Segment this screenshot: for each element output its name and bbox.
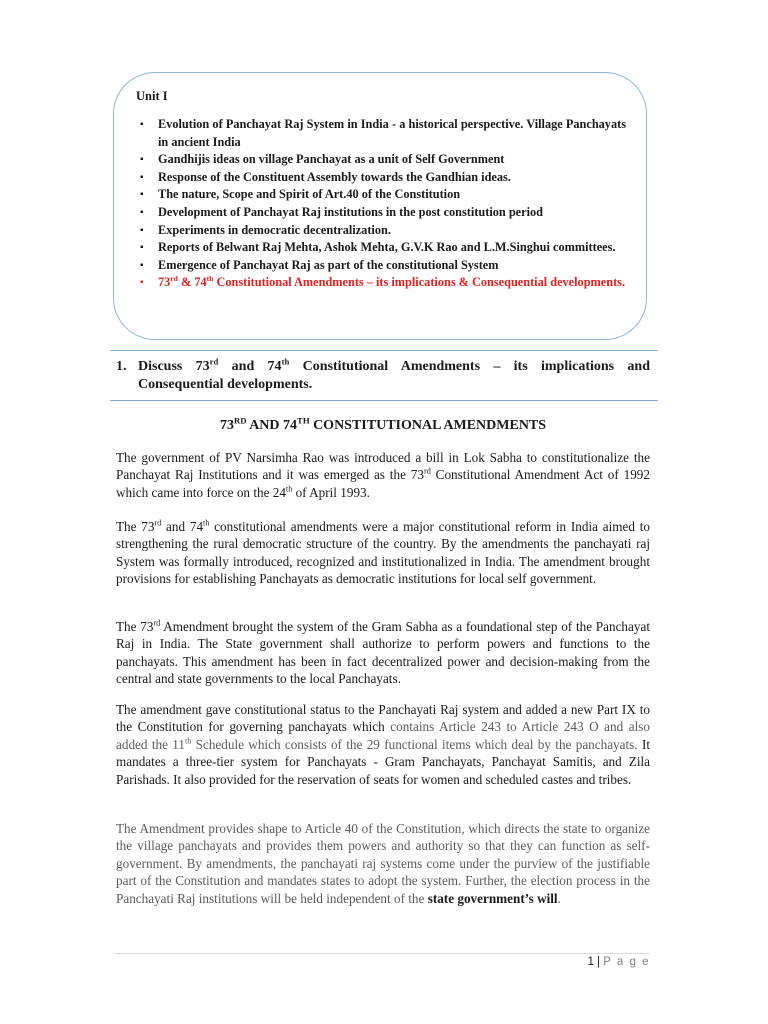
question-top-rule [110,350,658,351]
bullet-icon: ▪ [140,224,144,236]
page-number: 1 [587,956,594,968]
bullet-icon: ▪ [140,259,144,271]
paragraph-3: The 73rd Amendment brought the system of the Gram Sabha as a foundational step of the Panchayat Raj in India. The State government shall authorize to perform powers and functions to the panchayats. This amendment has been in fact decentralized power and decision-making from the central and state governments to the local Panchayats. [116,618,650,687]
unit-topic-item-highlighted: ▪ 73rd & 74th Constitutional Amendments – its implications & Consequential developments. [136,274,626,292]
unit-topic-item: ▪ Gandhijis ideas on village Panchayat as a unit of Self Government [136,151,626,169]
paragraph-1: The government of PV Narsimha Rao was introduced a bill in Lok Sabha to constitutionalize the Panchayat Raj Institutions and it was emerged as the 73rd Constitutional Amendment Act of 1992 which came into force on the 24th of April 1993. [116,450,650,500]
unit-topic-item: ▪ Reports of Belwant Raj Mehta, Ashok Mehta, G.V.K Rao and L.M.Singhui committees. [136,239,626,257]
paragraph-4: The amendment gave constitutional status to the Panchayati Raj system and added a new Part IX to the Constitution for governing panchayats which contains Article 243 to Article 243 O and also added the 11th Schedule which consists of the 29 functional items which deal by the panchayats. It mandates a three-tier system for Panchayats - Gram Panchayats, Panchayat Samitis, and Zila Parishads. It also provided for the reservation of seats for women and scheduled castes and tribes. [116,702,650,787]
question-bottom-rule [110,400,658,401]
question-number: 1. [116,359,127,374]
bullet-icon: ▪ [140,206,144,218]
bullet-icon: ▪ [140,171,144,183]
paragraph-5: The Amendment provides shape to Article 40 of the Constitution, which directs the state to organize the village panchayats and provides them powers and authority so that they can function as self-government. By amendments, the panchayati raj systems come under the purview of the justifiable part of the Constitution and mandates states to adopt the system. Further, the election process in the Panchayati Raj institutions will be held independent of the state government’s will. [116,821,650,906]
footer-rule [114,953,650,954]
unit-topic-item: ▪ Development of Panchayat Raj institutions in the post constitution period [136,204,626,222]
bullet-icon: ▪ [140,154,144,166]
bullet-icon: ▪ [140,277,144,289]
paragraph-2: The 73rd and 74th constitutional amendments were a major constitutional reform in India aimed to strengthening the rural democratic structure of the country. By the amendments the panchayati raj System was formally introduced, recognized and institutionalized in India. The amendment brought provisions for establishing Panchayats as democratic institutions for local self government. [116,518,650,587]
unit-syllabus-box [113,72,647,340]
page-footer: 1 | P a g e [587,956,650,968]
unit-topic-item: ▪ The nature, Scope and Spirit of Art.40 of the Constitution [136,186,626,204]
section-heading: 73RD AND 74TH CONSTITUTIONAL AMENDMENTS [219,415,547,433]
bullet-icon: ▪ [140,119,144,130]
question [116,358,650,394]
unit-topic-item: ▪ Evolution of Panchayat Raj System in India - a historical perspective. Village Panchayats in ancient India [140,117,626,149]
unit-topic-item: ▪ Emergence of Panchayat Raj as part of the constitutional System [136,257,626,275]
unit-topic-list [136,116,626,292]
question-text: Discuss 73rd and 74th Constitutional Amendments – its implications and Consequential developments. [138,356,650,392]
bullet-icon: ▪ [140,189,144,201]
unit-title: Unit I [136,89,168,103]
bullet-icon: ▪ [140,242,144,254]
page-label: P a g e [603,956,650,968]
unit-topic-item: ▪ Response of the Constituent Assembly towards the Gandhian ideas. [136,169,626,187]
unit-topic-item: ▪ Experiments in democratic decentralization. [136,222,626,240]
